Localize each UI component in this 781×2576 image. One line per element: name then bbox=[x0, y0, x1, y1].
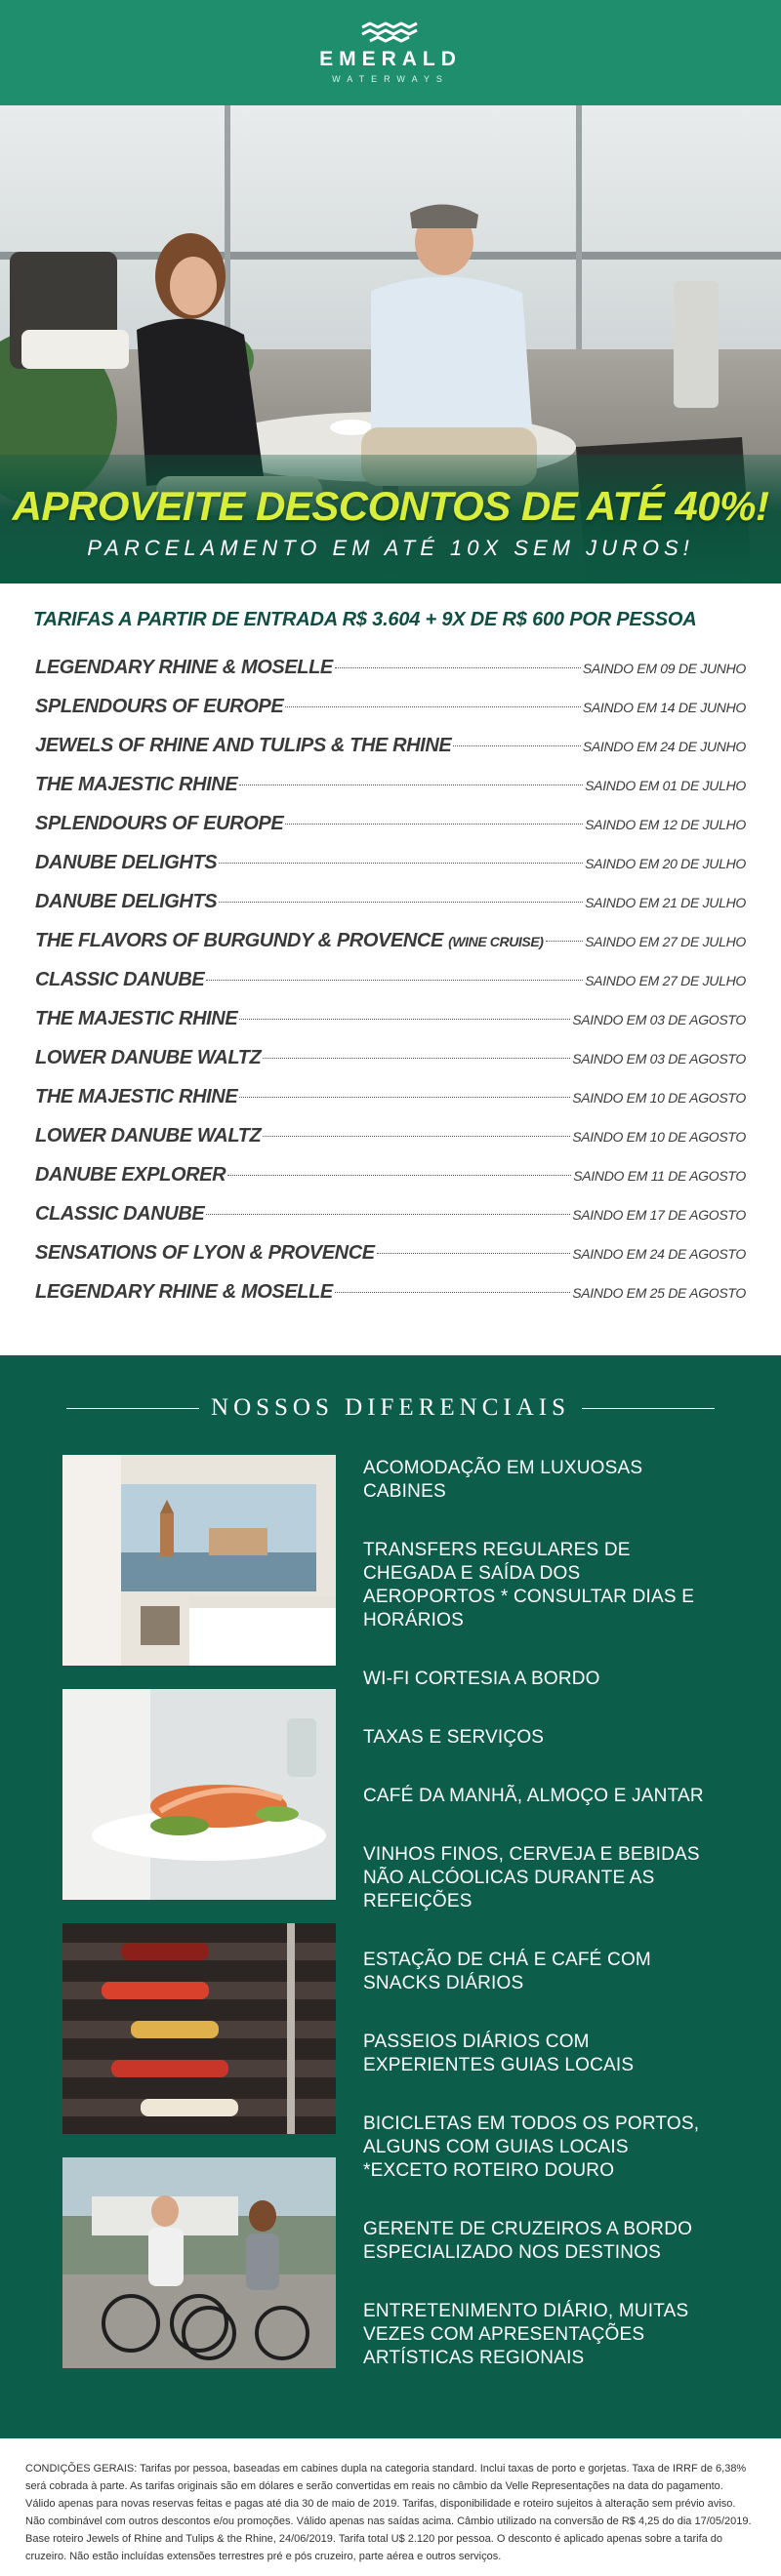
voyage-name bbox=[35, 852, 217, 874]
voyage-row bbox=[33, 735, 748, 774]
voyage-row bbox=[33, 1047, 748, 1086]
voyage-row bbox=[33, 813, 748, 852]
voyage-name bbox=[35, 1242, 375, 1265]
voyage-name-text: LEGENDARY RHINE & MOSELLE bbox=[35, 657, 333, 678]
voyage-date: SAINDO EM 10 DE AGOSTO bbox=[572, 1090, 746, 1106]
voyage-row bbox=[33, 1203, 748, 1242]
voyage-name bbox=[35, 1281, 333, 1304]
voyage-row bbox=[33, 1242, 748, 1281]
voyage-date: SAINDO EM 21 DE JULHO bbox=[585, 895, 746, 910]
fares-section bbox=[0, 584, 781, 1355]
voyage-name-text: SENSATIONS OF LYON & PROVENCE bbox=[35, 1242, 375, 1264]
voyage-row bbox=[33, 969, 748, 1008]
voyage-name bbox=[35, 774, 237, 796]
voyage-date: SAINDO EM 11 DE AGOSTO bbox=[573, 1168, 746, 1184]
brand-tagline: WATERWAYS bbox=[332, 74, 449, 84]
hero-overlay bbox=[0, 455, 781, 584]
voyage-name bbox=[35, 1008, 237, 1030]
dotted-leader bbox=[285, 706, 581, 707]
voyage-date: SAINDO EM 10 DE AGOSTO bbox=[572, 1129, 746, 1145]
voyage-row bbox=[33, 1281, 748, 1320]
voyage-row bbox=[33, 891, 748, 930]
hero-banner bbox=[0, 105, 781, 584]
voyage-name-text: JEWELS OF RHINE AND TULIPS & THE RHINE bbox=[35, 735, 452, 756]
voyage-name bbox=[35, 813, 283, 835]
benefits-section bbox=[0, 1355, 781, 2438]
voyage-name bbox=[35, 1086, 237, 1108]
voyage-name-text: THE MAJESTIC RHINE bbox=[35, 1086, 238, 1107]
voyage-name-text: THE MAJESTIC RHINE bbox=[35, 774, 238, 795]
benefit-item: WI-FI CORTESIA A BORDO bbox=[363, 1669, 600, 1689]
voyage-date: SAINDO EM 03 DE AGOSTO bbox=[572, 1051, 746, 1067]
benefit-item: ESTAÇÃO DE CHÁ E CAFÉ COM SNACKS DIÁRIOS bbox=[363, 1950, 651, 1993]
dotted-leader bbox=[206, 1214, 570, 1215]
voyage-list bbox=[33, 657, 748, 1320]
voyage-date: SAINDO EM 17 DE AGOSTO bbox=[572, 1207, 746, 1223]
voyage-row bbox=[33, 930, 748, 969]
voyage-row bbox=[33, 657, 748, 696]
wine-photo bbox=[62, 1923, 336, 2134]
hero-subline: PARCELAMENTO EM ATÉ 10X SEM JUROS! bbox=[87, 536, 694, 560]
voyage-name-text: CLASSIC DANUBE bbox=[35, 1203, 205, 1225]
voyage-date: SAINDO EM 09 DE JUNHO bbox=[582, 661, 746, 676]
voyage-name-text: THE FLAVORS OF BURGUNDY & PROVENCE bbox=[35, 930, 443, 951]
benefits-heading: NOSSOS DIFERENCIAIS bbox=[211, 1394, 570, 1421]
voyage-name bbox=[35, 930, 544, 952]
voyage-name-text: LOWER DANUBE WALTZ bbox=[35, 1047, 262, 1068]
benefit-list bbox=[363, 1455, 715, 2392]
cabin-photo bbox=[62, 1455, 336, 1666]
benefit-item: BICICLETAS EM TODOS OS PORTOS, ALGUNS COM GUIAS LOCAIS *EXCETO ROTEIRO DOURO bbox=[363, 2113, 700, 2181]
dotted-leader bbox=[285, 824, 583, 825]
dotted-leader bbox=[219, 902, 583, 903]
hero-headline: APROVEITE DESCONTOS DE ATÉ 40%! bbox=[12, 482, 769, 529]
dotted-leader bbox=[227, 1175, 571, 1176]
voyage-name bbox=[35, 735, 451, 757]
benefits-photo-column bbox=[62, 1455, 336, 2392]
voyage-name-text: DANUBE DELIGHTS bbox=[35, 852, 218, 873]
voyage-row bbox=[33, 1008, 748, 1047]
terms-text: CONDIÇÕES GERAIS: Tarifas por pessoa, baseadas em cabines dupla na categoria standard. Inclui taxas de porto e gorjetas. Taxa de IRRF de 6,38% será cobrada à parte. As tarifas originais são em dólares e serão convertidas em reais no câmbio da Velle Representações na data do pagamento. Válido apenas para novas reservas feitas e pagas até dia 30 de maio de 2019. Tarifas, disponibilidade e roteiro sujeitos à alteração sem prévio aviso. Não combinável com outros descontos e/ou promoções. Válido apenas nas saídas acima. Câmbio utilizado na conversão de R$ 4,25 do dia 17/05/2019. Base roteiro Jewels of Rhine and Tulips & the Rhine, 24/06/2019. Tarifa total U$ 2.120 por pessoa. O desconto é aplicado apenas sobre a tarifa do cruzeiro. Não estão incluídas extensões terrestres pré e pós cruzeiro, parte aérea e outros serviços. bbox=[25, 2463, 752, 2562]
voyage-note: (WINE CRUISE) bbox=[448, 934, 544, 949]
dotted-leader bbox=[263, 1058, 570, 1059]
voyage-date: SAINDO EM 03 DE AGOSTO bbox=[572, 1012, 746, 1027]
benefits-body bbox=[0, 1455, 781, 2392]
dotted-leader bbox=[453, 745, 581, 746]
voyage-name bbox=[35, 1047, 261, 1069]
voyage-name bbox=[35, 891, 217, 913]
benefit-item: ENTRETENIMENTO DIÁRIO, MUITAS VEZES COM APRESENTAÇÕES ARTÍSTICAS REGIONAIS bbox=[363, 2301, 689, 2368]
voyage-name bbox=[35, 1164, 226, 1187]
voyage-date: SAINDO EM 12 DE JULHO bbox=[585, 817, 746, 832]
benefit-item: PASSEIOS DIÁRIOS COM EXPERIENTES GUIAS LOCAIS bbox=[363, 2032, 635, 2075]
voyage-row bbox=[33, 696, 748, 735]
voyage-date: SAINDO EM 27 DE JULHO bbox=[585, 934, 746, 949]
voyage-name-text: SPLENDOURS OF EUROPE bbox=[35, 696, 284, 717]
benefit-item: TAXAS E SERVIÇOS bbox=[363, 1727, 545, 1748]
bicycle-photo bbox=[62, 2157, 336, 2368]
dotted-leader bbox=[263, 1136, 570, 1137]
voyage-date: SAINDO EM 24 DE JUNHO bbox=[582, 739, 746, 754]
voyage-name-text: SPLENDOURS OF EUROPE bbox=[35, 813, 284, 834]
voyage-date: SAINDO EM 24 DE AGOSTO bbox=[572, 1246, 746, 1262]
benefit-item: ACOMODAÇÃO EM LUXUOSAS CABINES bbox=[363, 1458, 643, 1502]
voyage-row bbox=[33, 774, 748, 813]
fares-title: TARIFAS A PARTIR DE ENTRADA R$ 3.604 + 9X DE R$ 600 POR PESSOA bbox=[33, 609, 697, 630]
heading-rule-left bbox=[66, 1408, 199, 1409]
dotted-leader bbox=[239, 1097, 570, 1098]
brand-header bbox=[0, 0, 781, 105]
voyage-name bbox=[35, 1203, 204, 1226]
voyage-name-text: LOWER DANUBE WALTZ bbox=[35, 1125, 262, 1147]
dotted-leader bbox=[546, 941, 584, 942]
brand-name: EMERALD bbox=[319, 48, 462, 70]
voyage-row bbox=[33, 852, 748, 891]
voyage-name bbox=[35, 969, 204, 991]
dining-photo bbox=[62, 1689, 336, 1900]
voyage-name-text: DANUBE DELIGHTS bbox=[35, 891, 218, 912]
voyage-name bbox=[35, 657, 333, 679]
benefit-item: CAFÉ DA MANHÃ, ALMOÇO E JANTAR bbox=[363, 1786, 704, 1806]
voyage-row bbox=[33, 1086, 748, 1125]
terms-footer bbox=[0, 2438, 781, 2565]
dotted-leader bbox=[335, 1292, 570, 1293]
benefit-item: GERENTE DE CRUZEIROS A BORDO ESPECIALIZADO NOS DESTINOS bbox=[363, 2219, 693, 2263]
voyage-date: SAINDO EM 01 DE JULHO bbox=[585, 778, 746, 793]
voyage-name bbox=[35, 696, 283, 718]
voyage-name-text: DANUBE EXPLORER bbox=[35, 1164, 226, 1186]
benefit-item: TRANSFERS REGULARES DE CHEGADA E SAÍDA DOS AEROPORTOS * CONSULTAR DIAS E HORÁRIOS bbox=[363, 1540, 695, 1630]
voyage-date: SAINDO EM 27 DE JULHO bbox=[585, 973, 746, 988]
voyage-name-text: THE MAJESTIC RHINE bbox=[35, 1008, 238, 1029]
emerald-wave-logo-icon bbox=[360, 21, 421, 43]
voyage-date: SAINDO EM 20 DE JULHO bbox=[585, 856, 746, 871]
voyage-date: SAINDO EM 25 DE AGOSTO bbox=[572, 1285, 746, 1301]
voyage-name-text: LEGENDARY RHINE & MOSELLE bbox=[35, 1281, 333, 1303]
benefits-heading-row bbox=[0, 1394, 781, 1422]
dotted-leader bbox=[335, 667, 581, 668]
dotted-leader bbox=[206, 980, 583, 981]
dotted-leader bbox=[239, 1019, 570, 1020]
heading-rule-right bbox=[582, 1408, 715, 1409]
benefit-item: VINHOS FINOS, CERVEJA E BEBIDAS NÃO ALCÓOLICAS DURANTE AS REFEIÇÕES bbox=[363, 1844, 700, 1912]
voyage-name-text: CLASSIC DANUBE bbox=[35, 969, 205, 990]
dotted-leader bbox=[377, 1253, 571, 1254]
voyage-row bbox=[33, 1125, 748, 1164]
voyage-name bbox=[35, 1125, 261, 1147]
dotted-leader bbox=[219, 863, 583, 864]
voyage-date: SAINDO EM 14 DE JUNHO bbox=[582, 700, 746, 715]
voyage-row bbox=[33, 1164, 748, 1203]
